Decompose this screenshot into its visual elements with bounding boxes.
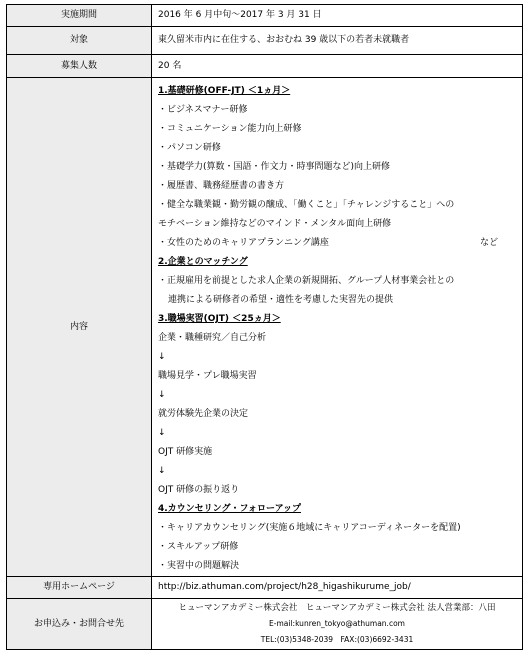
content-line-text: ・キャリアカウンセリング(実施６地域にキャリアコーディネーターを配置) [158, 523, 461, 533]
content-line-text: ・パソコン研修 [158, 143, 221, 153]
content-line-text: ・コミュニケーション能力向上研修 [158, 124, 302, 134]
content-line-text: ・履歴書、職務経歴書の書き方 [158, 181, 285, 191]
content-line-text: ・健全な職業観・勤労観の醸成、「働くこと」「チャレンジすること」への [158, 200, 455, 210]
content-line [158, 519, 516, 538]
content-line [158, 139, 516, 158]
label-homepage: 専用ホームページ [7, 577, 152, 599]
content-line [158, 291, 516, 310]
content-line-text: 4.カウンセリング・フォローアップ [158, 504, 301, 514]
content-line [158, 348, 516, 367]
info-table-wrapper [6, 4, 523, 650]
row-period [7, 5, 523, 27]
content-line-text: 就労体験先企業の決定 [158, 409, 249, 419]
content-line-text: ・正規雇用を前提とした求人企業の新規開拓、グループ人材事業会社との [158, 276, 455, 286]
label-capacity: 募集人数 [7, 55, 152, 78]
content-line-text: ↓ [158, 428, 166, 438]
content-list [158, 82, 516, 576]
section-heading [158, 253, 516, 272]
section-heading [158, 500, 516, 519]
content-line [158, 443, 516, 462]
section-heading [158, 310, 516, 329]
content-line-text: OJT 研修の振り返り [158, 485, 240, 495]
content-line [158, 557, 516, 576]
contact-phone: TEL:(03)5348-2039 FAX:(03)6692-3431 [260, 635, 414, 644]
row-capacity [7, 55, 523, 78]
content-line [158, 329, 516, 348]
content-line-text: 連携による研修者の希望・適性を考慮した実習先の提供 [168, 295, 394, 305]
content-line [158, 101, 516, 120]
content-line-text: OJT 研修実施 [158, 447, 213, 457]
row-homepage [7, 577, 523, 599]
content-line-text: ・スキルアップ研修 [158, 542, 239, 552]
content-line-text: ↓ [158, 466, 166, 476]
content-line-suffix: など [479, 238, 498, 248]
content-line [158, 481, 516, 500]
content-line [158, 177, 516, 196]
content-line [158, 538, 516, 557]
label-target: 対象 [7, 27, 152, 55]
content-line-text: ↓ [158, 352, 166, 362]
content-line-text: 2.企業とのマッチング [158, 257, 248, 267]
row-content [7, 78, 523, 577]
content-line-text: 職場見学・プレ職場実習 [158, 371, 257, 381]
value-target: 東久留米市内に在住する、おおむね 39 歳以下の若者未就職者 [152, 27, 523, 55]
content-line [158, 386, 516, 405]
value-contact [152, 599, 523, 650]
content-line [158, 367, 516, 386]
homepage-link[interactable]: http://biz.athuman.com/project/h28_higashikurume_job/ [152, 577, 523, 599]
content-line [158, 405, 516, 424]
row-contact [7, 599, 523, 650]
content-line [158, 215, 516, 234]
info-table [6, 4, 523, 650]
content-line-text: ・実習中の問題解決 [158, 561, 240, 571]
content-line-text: モチベーション維持などのマインド・メンタル面向上研修 [158, 219, 392, 229]
content-line-text: ・基礎学力(算数・国語・作文力・時事問題など)向上研修 [158, 162, 391, 172]
content-line-text: 1.基礎研修(OFF-JT) ＜1ヵ月＞ [158, 86, 291, 96]
value-content [152, 78, 523, 577]
value-period: 2016 年 6 月中旬～2017 年 3 月 31 日 [152, 5, 523, 27]
content-line [158, 272, 516, 291]
content-line-text: ・ビジネスマナー研修 [158, 105, 248, 115]
content-line-text: 企業・職種研究／自己分析 [158, 333, 267, 343]
contact-email[interactable]: E-mail:kunren_tokyo@athuman.com [269, 619, 405, 628]
content-line-text: ・女性のためのキャリアプランニング講座 [158, 238, 329, 248]
content-line-text: ↓ [158, 390, 166, 400]
content-line [158, 196, 516, 215]
contact-company: ヒューマンアカデミー株式会社 ヒューマンアカデミー株式会社 法人営業部：八田 [178, 603, 496, 613]
label-period: 実施期間 [7, 5, 152, 27]
row-target [7, 27, 523, 55]
content-line [158, 424, 516, 443]
content-line [158, 120, 516, 139]
content-line [158, 234, 516, 253]
content-line-text: 3.職場実習(OJT) ＜25ヵ月＞ [158, 314, 281, 324]
label-content: 内容 [7, 78, 152, 577]
content-line [158, 462, 516, 481]
section-heading [158, 82, 516, 101]
content-line [158, 158, 516, 177]
label-contact: お申込み・お問合せ先 [7, 599, 152, 650]
value-capacity: 20 名 [152, 55, 523, 78]
